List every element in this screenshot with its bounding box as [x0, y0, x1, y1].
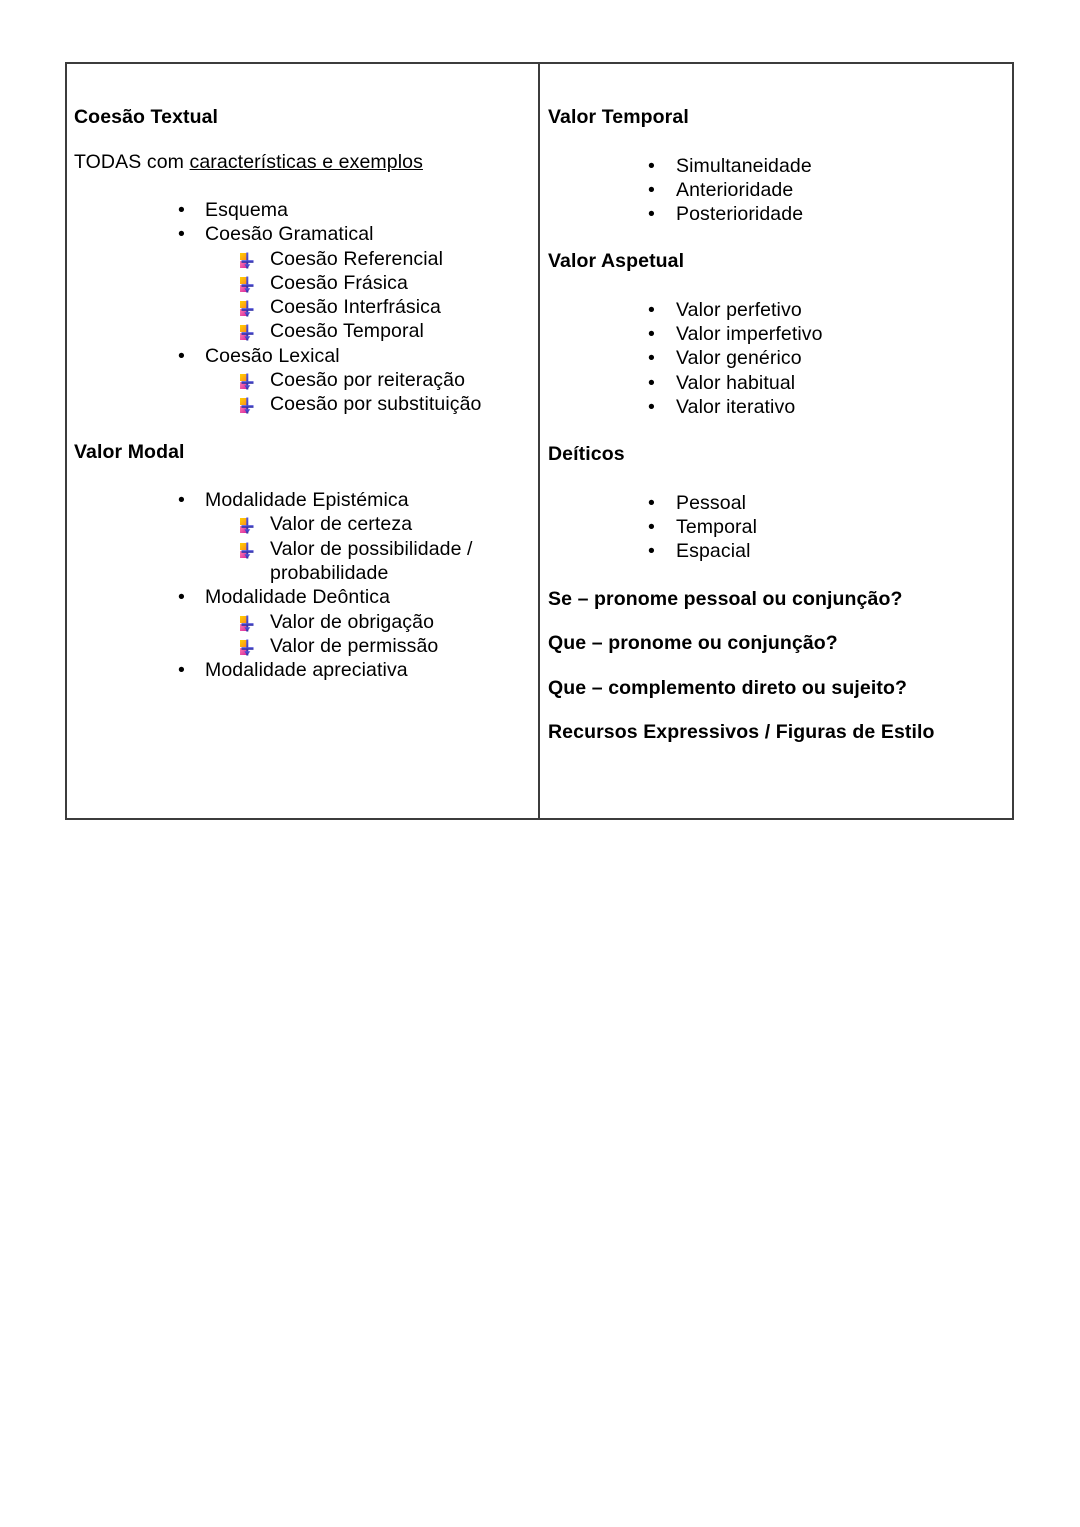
list-item-label: Espacial	[676, 540, 751, 563]
sub-list-item	[74, 512, 528, 536]
sublist-coesao-lexical	[74, 368, 528, 417]
arrow-bullet-icon	[239, 323, 256, 340]
sub-list-item-label: Coesão Referencial	[270, 247, 444, 270]
sub-list-item	[74, 634, 528, 658]
heading-recursos-expressivos: Recursos Expressivos / Figuras de Estilo	[548, 721, 935, 744]
sub-list-item	[74, 610, 528, 634]
spacer	[548, 128, 1002, 154]
spacer	[74, 462, 528, 488]
question-se-pronome: Se – pronome pessoal ou conjunção?	[548, 587, 903, 610]
sub-list-item-label: Coesão Frásica	[270, 271, 408, 294]
arrow-bullet-icon	[239, 638, 256, 655]
list-item-label: Valor perfetivo	[676, 298, 802, 321]
list-item	[548, 395, 1002, 419]
list-item	[74, 658, 528, 682]
sub-list-item-label: Valor de obrigação	[270, 610, 435, 633]
sub-list-item-label: Valor de possibilidade / probabilidade	[270, 537, 473, 585]
spacer	[74, 172, 528, 198]
arrow-bullet-icon	[239, 614, 256, 631]
list-item-label: Valor genérico	[676, 347, 802, 370]
list-item	[548, 515, 1002, 539]
list-item-label: Simultaneidade	[676, 154, 812, 177]
sublist-modalidade-epistemica	[74, 512, 528, 585]
list-item-label: Valor imperfetivo	[676, 323, 823, 346]
list-item	[548, 322, 1002, 346]
list-modalidade-deontica	[74, 585, 528, 609]
list-item	[74, 344, 528, 368]
sub-list-item	[74, 319, 528, 343]
sub-list-item	[74, 247, 528, 271]
table-cell-right	[540, 64, 1012, 818]
heading-coesao-textual: Coesão Textual	[74, 106, 219, 128]
sub-list-item-label: Valor de certeza	[270, 513, 413, 536]
list-item-label: Temporal	[676, 516, 757, 539]
sub-list-item-label: Coesão Temporal	[270, 320, 424, 343]
list-modalidade-apreciativa	[74, 658, 528, 682]
sub-list-item-label: Coesão Interfrásica	[270, 296, 441, 319]
arrow-bullet-icon	[239, 396, 256, 413]
arrow-bullet-icon	[239, 541, 256, 558]
sublist-modalidade-deontica	[74, 610, 528, 659]
list-item-label: Posterioridade	[676, 203, 804, 226]
sub-list-item	[74, 392, 528, 416]
sublist-coesao-gramatical	[74, 247, 528, 344]
arrow-bullet-icon	[239, 516, 256, 533]
notes-table	[65, 62, 1014, 820]
heading-deiticos: Deíticos	[548, 443, 625, 466]
sub-list-item	[74, 368, 528, 392]
sub-list-item-label: Valor de permissão	[270, 634, 439, 657]
arrow-bullet-icon	[239, 275, 256, 292]
list-item	[548, 178, 1002, 202]
list-item-label: Coesão Gramatical	[205, 223, 374, 246]
list-item-label: Valor habitual	[676, 371, 796, 394]
spacer	[74, 128, 528, 153]
spacer	[74, 417, 528, 443]
list-item	[74, 198, 528, 222]
list-item	[548, 539, 1002, 563]
list-item-label: Esquema	[205, 199, 289, 221]
list-item-label: Valor iterativo	[676, 396, 796, 419]
list-item-label: Anterioridade	[676, 178, 794, 201]
list-item	[548, 346, 1002, 370]
spacer	[548, 419, 1002, 445]
sub-list-item	[74, 537, 528, 586]
spacer	[548, 609, 1002, 634]
list-valor-aspetual	[548, 298, 1002, 419]
list-item-label: Modalidade Epistémica	[205, 489, 409, 512]
list-item	[548, 371, 1002, 395]
intro-line	[74, 150, 528, 173]
list-modalidade-epistemica	[74, 488, 528, 512]
list-item	[74, 585, 528, 609]
spacer	[548, 564, 1002, 590]
heading-valor-temporal: Valor Temporal	[548, 106, 689, 128]
list-item	[74, 222, 528, 246]
arrow-bullet-icon	[239, 251, 256, 268]
intro-underlined-text: características e exemplos	[189, 150, 423, 173]
list-item-label: Modalidade apreciativa	[205, 659, 408, 682]
list-item	[548, 298, 1002, 322]
arrow-bullet-icon	[239, 299, 256, 316]
sub-list-item-label: Coesão por reiteração	[270, 369, 466, 392]
spacer	[548, 654, 1002, 679]
list-item	[74, 488, 528, 512]
heading-valor-aspetual: Valor Aspetual	[548, 250, 685, 273]
arrow-bullet-icon	[239, 372, 256, 389]
question-que-pronome: Que – pronome ou conjunção?	[548, 632, 838, 655]
list-item	[548, 491, 1002, 515]
sub-list-item-label: Coesão por substituição	[270, 393, 482, 416]
spacer	[548, 698, 1002, 723]
list-item-label: Pessoal	[676, 491, 747, 514]
list-item	[548, 154, 1002, 178]
intro-plain-text: TODAS com	[74, 150, 190, 173]
list-valor-temporal	[548, 154, 1002, 227]
list-coesao-lexical	[74, 344, 528, 368]
spacer	[548, 272, 1002, 298]
list-item-label: Coesão Lexical	[205, 344, 340, 367]
list-coesao	[74, 198, 528, 247]
list-item	[548, 202, 1002, 226]
spacer	[548, 465, 1002, 491]
table-cell-left	[67, 64, 540, 818]
sub-list-item	[74, 295, 528, 319]
heading-valor-modal: Valor Modal	[74, 440, 185, 463]
question-que-complemento: Que – complemento direto ou sujeito?	[548, 676, 907, 699]
list-deiticos	[548, 491, 1002, 564]
spacer	[548, 226, 1002, 252]
sub-list-item	[74, 271, 528, 295]
list-item-label: Modalidade Deôntica	[205, 586, 391, 609]
